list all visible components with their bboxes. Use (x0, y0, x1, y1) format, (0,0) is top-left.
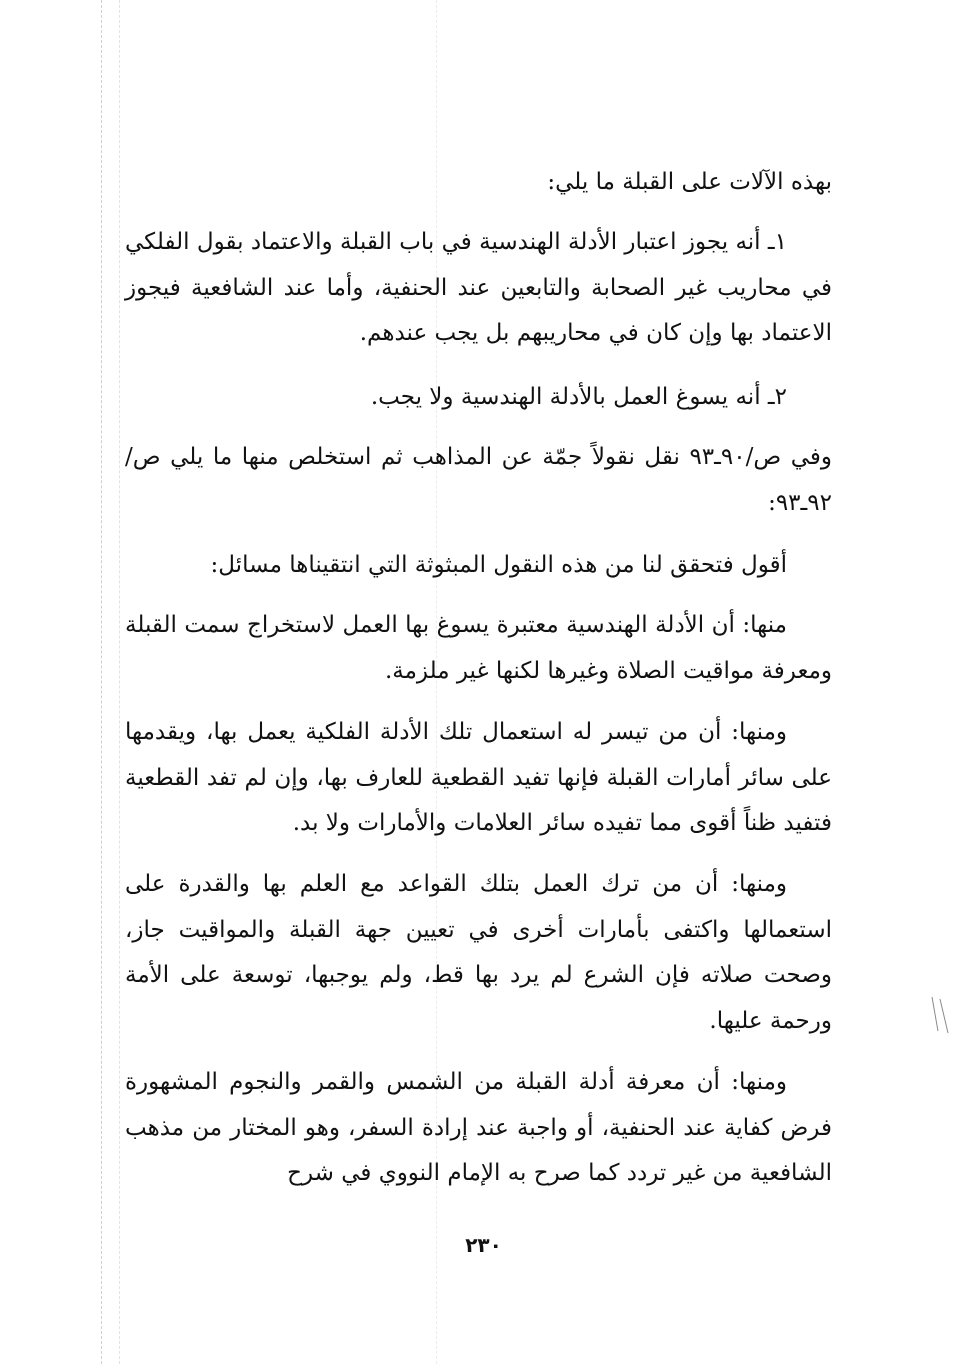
paragraph-text: أقول فتحقق لنا من هذه النقول المبثوثة التي انتقيناها مسائل: (210, 552, 787, 578)
paragraph-text: ومنها: أن من ترك العمل بتلك القواعد مع العلم بها والقدرة على استعمالها واكتفى بأمارات أخرى في تعيين جهة القبلة والمواقيت جاز، وصحت صلاته فإن الشرع لم يرد بها قط، ولم يوجبها، توسعة على الأمة ورحمة عليها. (125, 871, 832, 1034)
paragraph-text: ومنها: أن من تيسر له استعمال تلك الأدلة الفلكية يعمل بها، ويقدمها على سائر أمارات القبلة فإنها تفيد القطعية للعارف بها، وإن لم تفد القطعية فتفيد ظناً أقوى مما تفيده سائر العلامات والأمارات ولا بد. (125, 719, 832, 836)
paragraph-text: ومنها: أن معرفة أدلة القبلة من الشمس والقمر والنجوم المشهورة فرض كفاية عند الحنفية، أو واجبة عند إرادة السفر، وهو المختار من مذهب الشافعية من غير تردد كما صرح به الإمام النووي في شرح (125, 1069, 832, 1186)
paragraph-minha-1 (125, 603, 832, 694)
paragraph-minha-3 (125, 862, 832, 1044)
paragraph-quote-ref (125, 435, 832, 526)
paragraph-text: وفي ص/٩٠ـ٩٣ نقل نقولاً جمّة عن المذاهب ثم استخلص منها ما يلي ص/٩٢ـ٩٣: (125, 444, 833, 516)
paragraph-minha-4 (125, 1060, 832, 1197)
scan-artifact-line (101, 0, 102, 1364)
paragraph-minha-2 (125, 710, 832, 847)
paragraph-text: ٢ـ أنه يسوغ العمل بالأدلة الهندسية ولا يجب. (370, 384, 787, 410)
scan-artifact-mark (930, 995, 952, 1035)
paragraph-text: ١ـ أنه يجوز اعتبار الأدلة الهندسية في باب القبلة والاعتماد بقول الفلكي في محاريب غير الصحابة والتابعين عند الحنفية، وأما عند الشافعية فيجوز الاعتماد بها وإن كان في محاريبهم بل يجب عندهم. (125, 229, 832, 346)
paragraph-item-1 (125, 220, 832, 357)
paragraph-text: بهذه الآلات على القبلة ما يلي: (547, 169, 832, 195)
page-number: ٢٣٠ (465, 1233, 502, 1257)
scan-artifact-line (119, 0, 120, 1364)
paragraph-item-2 (125, 375, 832, 421)
paragraph-intro (125, 160, 832, 206)
paragraph-text: منها: أن الأدلة الهندسية معتبرة يسوغ بها العمل لاستخراج سمت القبلة ومعرفة مواقيت الصلاة وغيرها لكنها غير ملزمة. (125, 612, 832, 684)
paragraph-aqool (125, 543, 832, 589)
